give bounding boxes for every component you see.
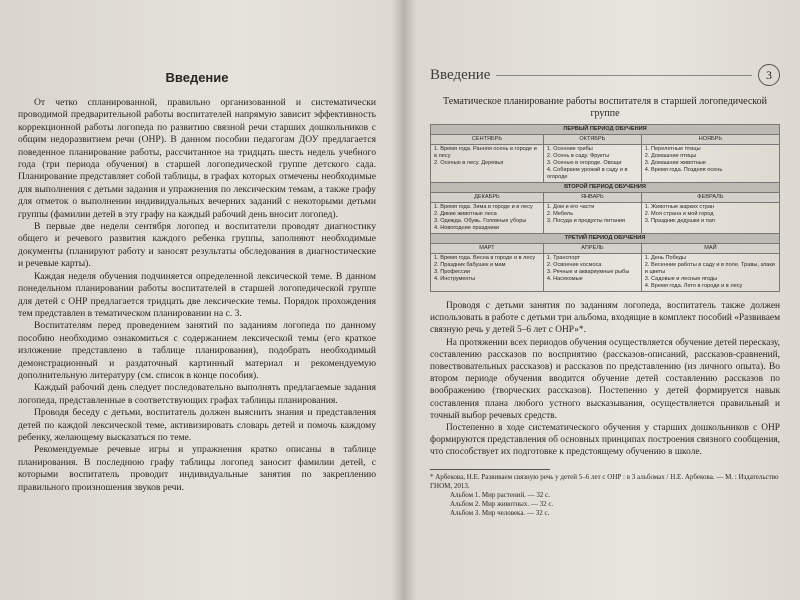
period-header: ВТОРОЙ ПЕРИОД ОБУЧЕНИЯ <box>431 183 780 193</box>
table-title: Тематическое планирование работы воспитателя в старшей логопедической группе <box>442 96 768 119</box>
topic-item: 2. Весенние работы в саду и в поле. Травы, злаки и цветы <box>644 262 775 275</box>
right-page <box>404 0 796 600</box>
topic-item: 2. Моя страна и мой город <box>644 211 714 217</box>
topic-item: 1. Перелетные птицы <box>644 146 701 152</box>
topics-cell <box>431 203 544 234</box>
topic-item: 3. Посуда и продукты питания <box>546 218 626 224</box>
topic-item: 1. Осенние грибы <box>546 146 593 152</box>
footnote-album: Альбом 3. Мир человека. — 32 с. <box>450 508 550 517</box>
topic-item: 1. Транспорт <box>546 255 580 261</box>
left-paragraph: В первые две недели сентября логопед и воспитатели проводят диагностику общего и речевого развития каждого ребенка группы, заполняют необходимые документы (планируют работу и заносят результаты обследования в диагностические и речевые карты). <box>18 221 376 270</box>
topic-item: 4. Время года. Лето в городе и в лесу <box>644 283 743 289</box>
topic-item: 3. Садовые и лесные ягоды <box>644 276 718 282</box>
left-paragraph: Рекомендуемые речевые игры и упражнения кратко описаны в таблице планирования. В последнюю графу таблицы логопед заносит фамилии детей, с которыми воспитатель проводит индивидуальные занятия по закреплению правильного произношения звуков речи. <box>18 444 376 493</box>
topic-item: 3. Осенью в огороде. Овощи <box>546 160 622 166</box>
footnote-rule <box>430 469 550 470</box>
left-paragraph: От четко спланированной, правильно организованной и систематически проводимой предварительной работы воспитателей напрямую зависит эффективность коррекционной работы логопеда по развитию связной речи старших дошкольников с общим недоразвитием речи (ОНР). В данном пособии педагогам ДОУ предлагается поведенное планирование работы, рассчитанное на тридцать шесть недель учебного года (три периода обучения) в старшей логопедической группе детского сада. Планирование представляет собой таблицы, в графах которых отмечены необходимые для выполнения с детьми задания и упражнения по лексическим темам, а также графу для отметок о выполнении индивидуальных вечерних заданий с некоторыми детьми группы (фамилии детей в эту графу на каждый рабочий день вносит логопед). <box>18 97 376 220</box>
topic-item: 1. Дом и его части <box>546 204 595 210</box>
topic-item: 2. Освоение космоса <box>546 262 602 268</box>
topics-cell <box>543 145 641 183</box>
topics-cell <box>641 203 779 234</box>
header-title: Введение <box>430 66 491 83</box>
topics-cell <box>641 145 779 183</box>
period-header: ПЕРВЫЙ ПЕРИОД ОБУЧЕНИЯ <box>431 125 780 135</box>
topics-cell <box>431 254 544 292</box>
month-header: ФЕВРАЛЬ <box>641 193 779 203</box>
topic-item: 3. Одежда. Обувь. Головные уборы <box>434 218 527 224</box>
topic-item: 4. Инструменты <box>434 276 476 282</box>
topic-item: 4. Собираем урожай в саду и в огороде <box>546 167 628 180</box>
footnote: * Арбекова, Н.Е. Развиваем связную речь у детей 5–6 лет с ОНР : в 3 альбомах / Н.Е. Арбекова. — М. : Издательство ГНОМ, 2013. <box>430 472 779 490</box>
topics-cell <box>431 145 544 183</box>
topic-item: 4. Насекомые <box>546 276 583 282</box>
topic-item: 1. Время года. Весна в городе и в лесу <box>434 255 536 261</box>
month-header: ДЕКАБРЬ <box>431 193 544 203</box>
month-header: МАЙ <box>641 244 779 254</box>
right-paragraph: Проводя с детьми занятия по заданиям логопеда, воспитатель также должен использовать в работе с детьми три альбома, входящие в комплект пособий «Развиваем связную речь у детей 5–6 лет с ОНР»*. <box>430 301 780 336</box>
topic-item: 1. Время года. Ранняя осень в городе и в лесу <box>434 146 537 159</box>
left-paragraph: Каждая неделя обучения подчиняется определенной лексической теме. В данном понедельном планировании работы воспитателей в старшей логопедической группе для детей с ОНР предлагается тридцать две лексические темы. Порядок прохождения тем представлен в тематическом планировании на с. 3. <box>18 270 376 319</box>
left-heading: Введение <box>165 70 229 85</box>
left-paragraph: Каждый рабочий день следует последовательно выполнять предлагаемые задания логопеда, представленные в соответствующих графах таблицы планирования. <box>18 382 376 406</box>
topics-cell <box>543 203 641 234</box>
topic-item: 2. Осень в саду. Фрукты <box>546 153 610 159</box>
topics-cell <box>543 254 641 292</box>
topic-item: 4. Время года. Поздняя осень <box>644 167 723 173</box>
topic-item: 3. Праздник дедушки и пап <box>644 218 715 224</box>
topic-item: 1. Время года. Зима в городе и в лесу <box>434 204 533 210</box>
topic-item: 1. День Победы <box>644 255 687 261</box>
month-header: СЕНТЯБРЬ <box>431 135 544 145</box>
month-header: НОЯБРЬ <box>641 135 779 145</box>
right-paragraph: Постепенно в ходе систематического обучения у старших дошкольников с ОНР формируются представления об основных принципах построения связного сообщения, что способствует их подготовке к предстоящему обучению в школе. <box>430 423 780 458</box>
left-paragraph: Проводя беседу с детьми, воспитатель должен выяснить знания и представления детей по каждой лексической теме, активизировать словарь детей и помочь каждому ребенку, желающему высказаться по теме. <box>18 407 376 443</box>
topic-item: 4. Новогодние праздники <box>434 225 500 231</box>
running-header <box>430 64 780 86</box>
month-header: ЯНВАРЬ <box>543 193 641 203</box>
thematic-plan-table <box>430 124 780 292</box>
month-header: ОКТЯБРЬ <box>543 135 641 145</box>
topic-item: 1. Животные жарких стран <box>644 204 715 210</box>
right-paragraph: На протяжении всех периодов обучения осуществляется обучение детей пересказу, составлению рассказов по восприятию (рассказов-описаний, рассказов-сравнений, повествовательных рассказов) и рассказов по представлению (из личного опыта). Во втором периоде обучения вводится обучение детей составлению рассказов по воображению (творческих рассказов). Постепенно у детей формируется навык составления плана любого устного высказывания, осуществляется правильный и точный выбор речевых средств. <box>430 337 780 421</box>
topic-item: 3. Профессии <box>434 269 471 275</box>
header-rule <box>496 75 752 76</box>
topic-item: 3. Речные и аквариумные рыбы <box>546 269 630 275</box>
month-header: МАРТ <box>431 244 544 254</box>
topic-item: 2. Осенью в лесу. Деревья <box>434 160 504 166</box>
period-header: ТРЕТИЙ ПЕРИОД ОБУЧЕНИЯ <box>431 234 780 244</box>
topic-item: 2. Мебель <box>546 211 574 217</box>
left-paragraph: Воспитателям перед проведением занятий по заданиям логопеда по данному пособию необходимо ознакомиться с содержанием лексической темы (его краткое изложение представлено в таблице планирования), подобрать необходимый демонстрационный и раздаточный картинный материал и рекомендуемую дополнительную литературу (см. список в конце пособия). <box>18 320 376 381</box>
topics-cell <box>641 254 779 292</box>
footnote-album: Альбом 2. Мир животных. — 32 с. <box>450 499 554 508</box>
month-header: АПРЕЛЬ <box>543 244 641 254</box>
page-number: 3 <box>758 64 780 86</box>
topic-item: 2. Дикие животные леса <box>434 211 497 217</box>
footnote-album: Альбом 1. Мир растений. — 32 с. <box>450 490 551 499</box>
topic-item: 3. Домашние животные <box>644 160 706 166</box>
left-page <box>0 0 398 600</box>
topic-item: 2. Праздник бабушек и мам <box>434 262 506 268</box>
topic-item: 2. Домашние птицы <box>644 153 697 159</box>
